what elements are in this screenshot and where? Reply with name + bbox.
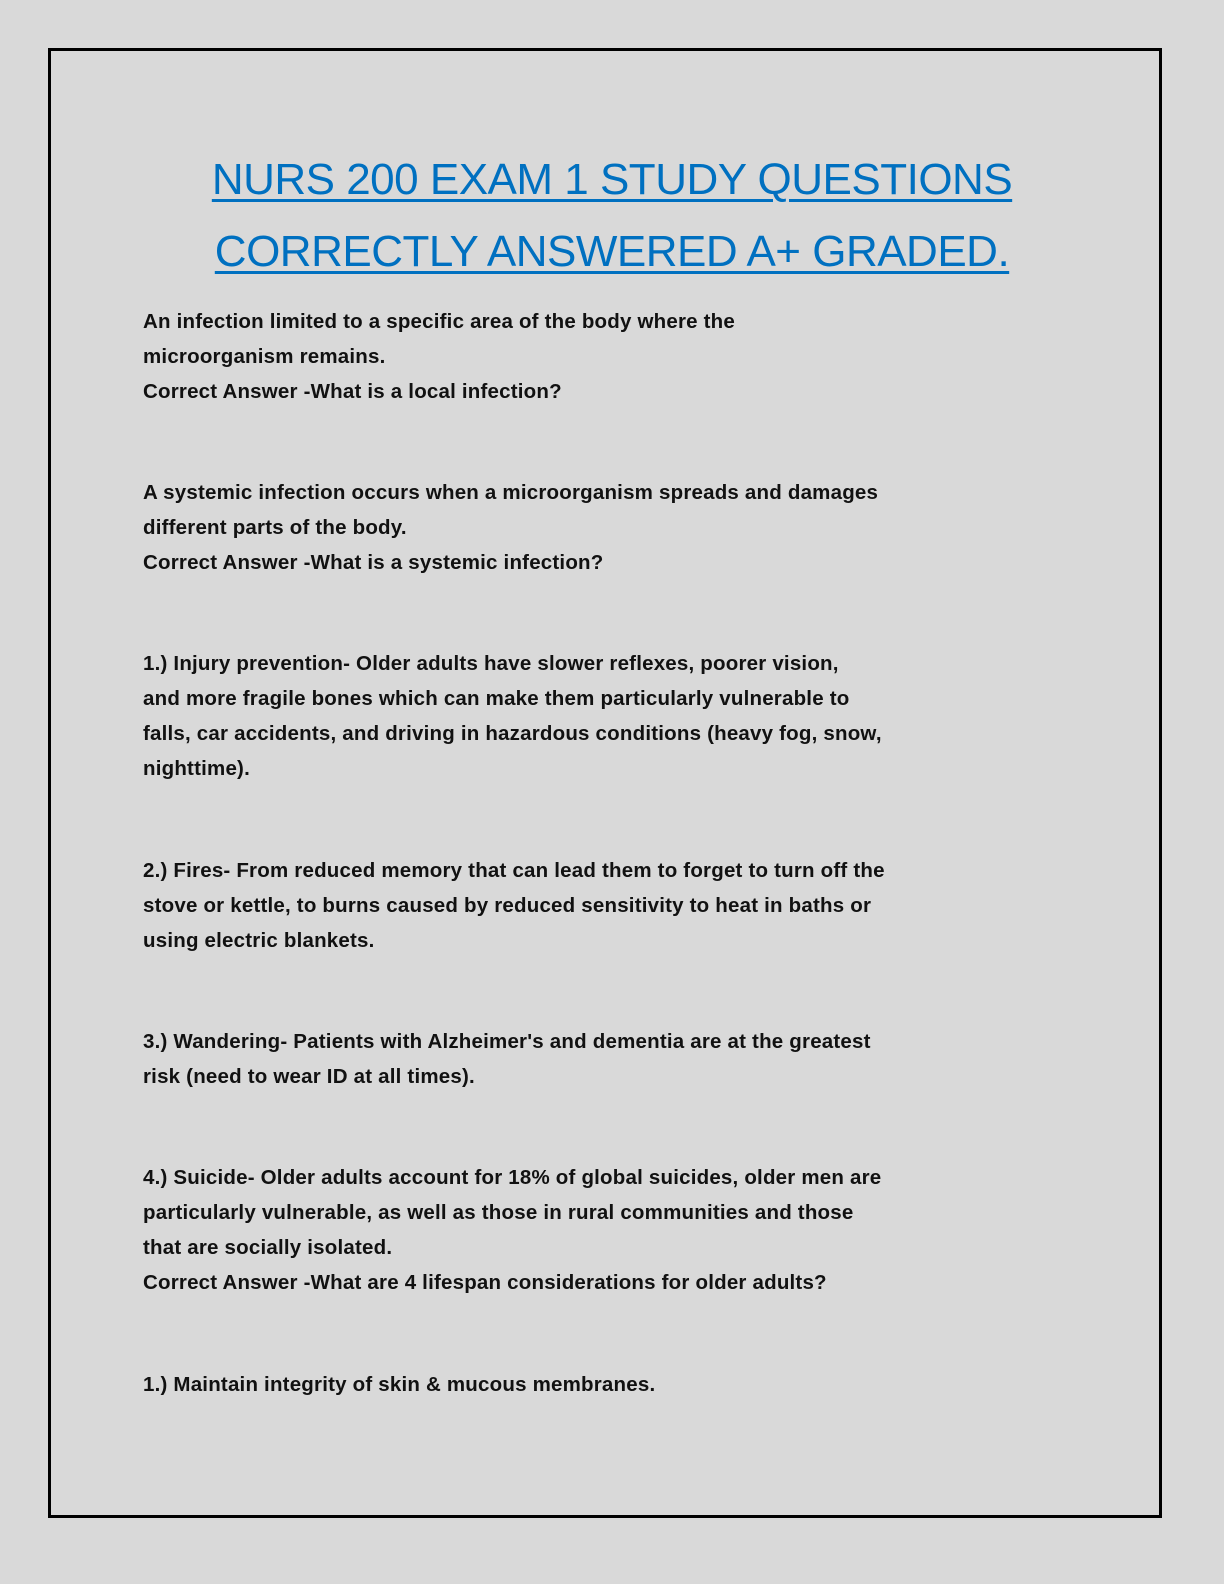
text-line: 2.) Fires- From reduced memory that can lead them to forget to turn off the [143, 859, 885, 882]
title-line-1: NURS 200 EXAM 1 STUDY QUESTIONS [211, 155, 1013, 204]
qa-local-infection [143, 304, 735, 409]
text-line: and more fragile bones which can make them particularly vulnerable to [143, 687, 850, 710]
item-wandering [143, 1024, 871, 1094]
text-line: nighttime). [143, 757, 250, 780]
text-line: An infection limited to a specific area of the body where the [143, 310, 735, 333]
item-fires [143, 853, 885, 958]
item-suicide [143, 1160, 881, 1300]
item-skin-integrity [143, 1367, 655, 1402]
text-line: that are socially isolated. [143, 1236, 393, 1259]
text-line: A systemic infection occurs when a microorganism spreads and damages [143, 481, 879, 504]
text-line: different parts of the body. [143, 516, 407, 539]
text-line: 1.) Injury prevention- Older adults have slower reflexes, poorer vision, [143, 652, 839, 675]
title-line-2: CORRECTLY ANSWERED A+ GRADED. [214, 227, 1010, 276]
text-line: falls, car accidents, and driving in hazardous conditions (heavy fog, snow, [143, 722, 882, 745]
document-title [0, 144, 1224, 288]
text-line: microorganism remains. [143, 345, 386, 368]
answer-line: Correct Answer -What are 4 lifespan considerations for older adults? [143, 1271, 827, 1294]
text-line: 3.) Wandering- Patients with Alzheimer's and dementia are at the greatest [143, 1030, 871, 1053]
text-line: 1.) Maintain integrity of skin & mucous membranes. [143, 1373, 656, 1396]
answer-line: Correct Answer -What is a systemic infection? [143, 551, 604, 574]
text-line: stove or kettle, to burns caused by reduced sensitivity to heat in baths or [143, 894, 872, 917]
qa-systemic-infection [143, 475, 878, 580]
text-line: particularly vulnerable, as well as those in rural communities and those [143, 1201, 854, 1224]
answer-line: Correct Answer -What is a local infection? [143, 380, 562, 403]
text-line: risk (need to wear ID at all times). [143, 1065, 475, 1088]
text-line: using electric blankets. [143, 929, 375, 952]
item-injury-prevention [143, 646, 882, 786]
text-line: 4.) Suicide- Older adults account for 18% of global suicides, older men are [143, 1166, 882, 1189]
